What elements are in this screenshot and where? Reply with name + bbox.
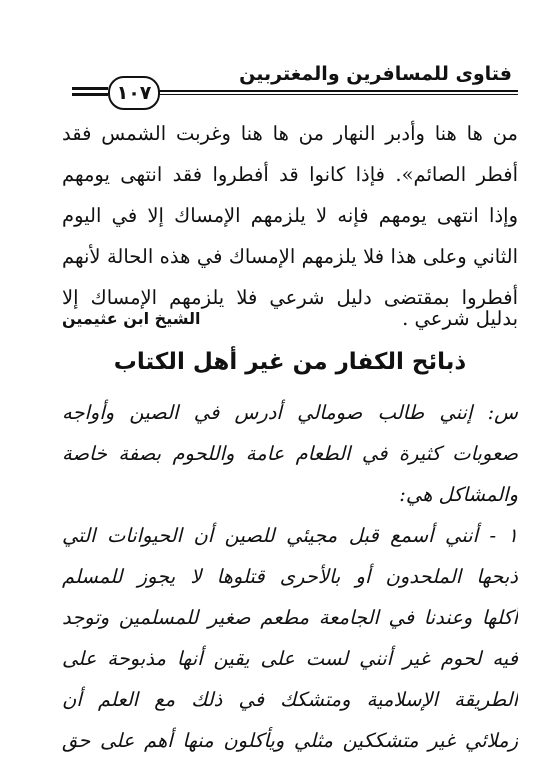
- text-line: ذبحها الملحدون أو بالأحرى قتلوها لا يجوز للمسلم: [62, 565, 518, 588]
- page-number-ornament: [72, 93, 108, 96]
- text-line: أفطر الصائم». فإذا كانوا قد أفطروا فقد انتهى يومهم: [62, 163, 518, 186]
- text-line: وإذا انتهى يومهم فإنه لا يلزمهم الإمساك إلا في اليوم: [62, 204, 518, 227]
- text-line: فيه لحوم غير أنني لست على يقين أنها مذبوحة على: [62, 647, 518, 670]
- text-line: من ها هنا وأدبر النهار من ها هنا وغربت الشمس فقد: [62, 122, 518, 145]
- section-heading: ذبائح الكفار من غير أهل الكتاب: [113, 349, 467, 375]
- page-number-ornament: [72, 87, 108, 90]
- running-header: [62, 60, 518, 104]
- header-rule: [134, 90, 518, 92]
- text-line: أفطروا بمقتضى دليل شرعي فلا يلزمهم الإمساك إلا: [62, 286, 518, 309]
- question-paragraph: [62, 392, 518, 761]
- text-line: صعوبات كثيرة في الطعام عامة واللحوم بصفة خاصة: [62, 442, 518, 465]
- text-line: الطريقة الإسلامية ومتشكك في ذلك مع العلم أن: [62, 688, 518, 711]
- fatwa-author: الشيخ ابن عثيمين: [62, 309, 201, 328]
- text-line: أكلها وعندنا في الجامعة مطعم صغير للمسلمين وتوجد: [62, 606, 518, 629]
- book-title: فتاوى للمسافرين والمغتربين: [239, 63, 512, 85]
- fatwa-closing-row: [62, 298, 518, 339]
- text-line: ١ - أنني أسمع قبل مجيئي للصين أن الحيوانات التي: [62, 524, 518, 547]
- text-line: بدليل شرعي .: [402, 307, 518, 330]
- text-line: س: إنني طالب صومالي أدرس في الصين وأواجه: [62, 401, 518, 424]
- page-number: ١٠٧: [108, 76, 160, 110]
- header-rule: [134, 94, 518, 95]
- text-line: والمشاكل هي:: [399, 483, 518, 506]
- text-line: زملائي غير متشككين مثلي ويأكلون منها أهم على حق: [62, 729, 518, 752]
- text-line: الثاني وعلى هذا فلا يلزمهم الإمساك في هذه الحالة لأنهم: [62, 245, 518, 268]
- fatwa-answer-paragraph: [62, 113, 518, 318]
